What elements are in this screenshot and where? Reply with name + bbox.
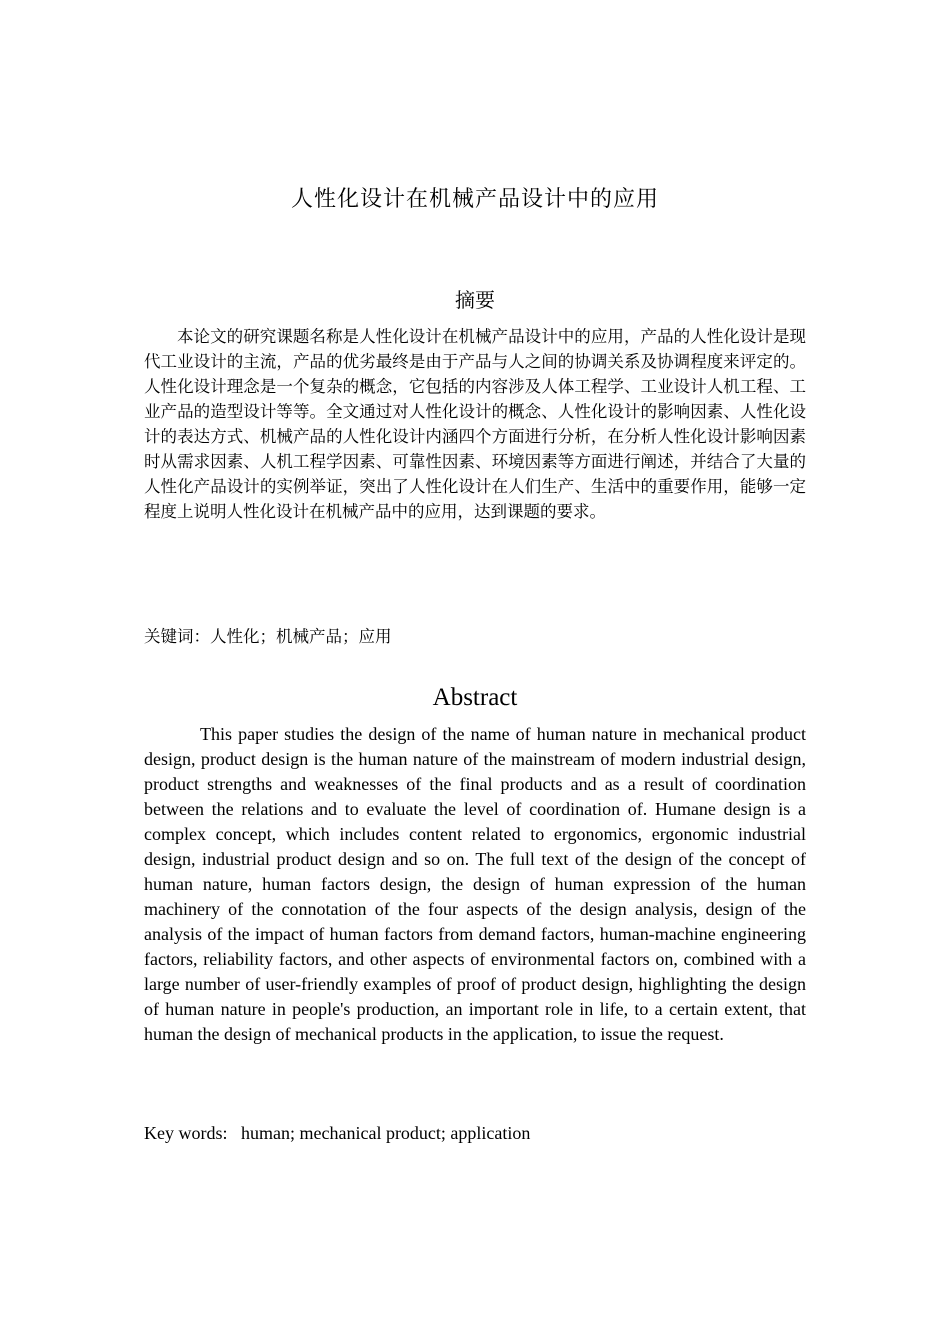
keywords-en-value: human; mechanical product; application [241, 1123, 531, 1143]
page-title: 人性化设计在机械产品设计中的应用 [290, 187, 659, 212]
abstract-heading-cn: 摘要 [455, 288, 495, 312]
keywords-en-label: Key words: [144, 1123, 228, 1143]
keywords-cn-value: 人性化；机械产品；应用 [210, 627, 392, 646]
keywords-en [144, 1121, 806, 1146]
keywords-cn-label: 关键词： [144, 627, 210, 646]
keywords-cn [144, 624, 806, 649]
abstract-body-en: This paper studies the design of the name of human nature in mechanical product design, product design is the human nature of the mainstream of modern industrial design, product strengths and weaknesses of the final products and as a result of coordination between the relations and to evaluate the level of coordination of. Humane design is a complex concept, which includes content related to ergonomics, ergonomic industrial design, industrial product design and so on. The full text of the design of the concept of human nature, human factors design, the design of human expression of the human machinery of the connotation of the four aspects of the design analysis, design of the analysis of the impact of human factors from demand factors, human-machine engineering factors, reliability factors, and other aspects of environmental factors on, combined with a large number of user-friendly examples of proof of product design, highlighting the design of human nature in people's production, an important role in life, to a certain extent, that human the design of mechanical products in the application, to issue the request. [144, 724, 806, 1044]
abstract-heading-en: Abstract [432, 684, 518, 711]
abstract-body-cn: 本论文的研究课题名称是人性化设计在机械产品设计中的应用，产品的人性化设计是现代工业设计的主流，产品的优劣最终是由于产品与人之间的协调关系及协调程度来评定的。人性化设计理念是一个复杂的概念，它包括的内容涉及人体工程学、工业设计人机工程、工业产品的造型设计等等。全文通过对人性化设计的概念、人性化设计的影响因素、人性化设计的表达方式、机械产品的人性化设计内涵四个方面进行分析，在分析人性化设计影响因素时从需求因素、人机工程学因素、可靠性因素、环境因素等方面进行阐述，并结合了大量的人性化产品设计的实例举证，突出了人性化设计在人们生产、生活中的重要作用，能够一定程度上说明人性化设计在机械产品中的应用，达到课题的要求。 [144, 327, 806, 521]
